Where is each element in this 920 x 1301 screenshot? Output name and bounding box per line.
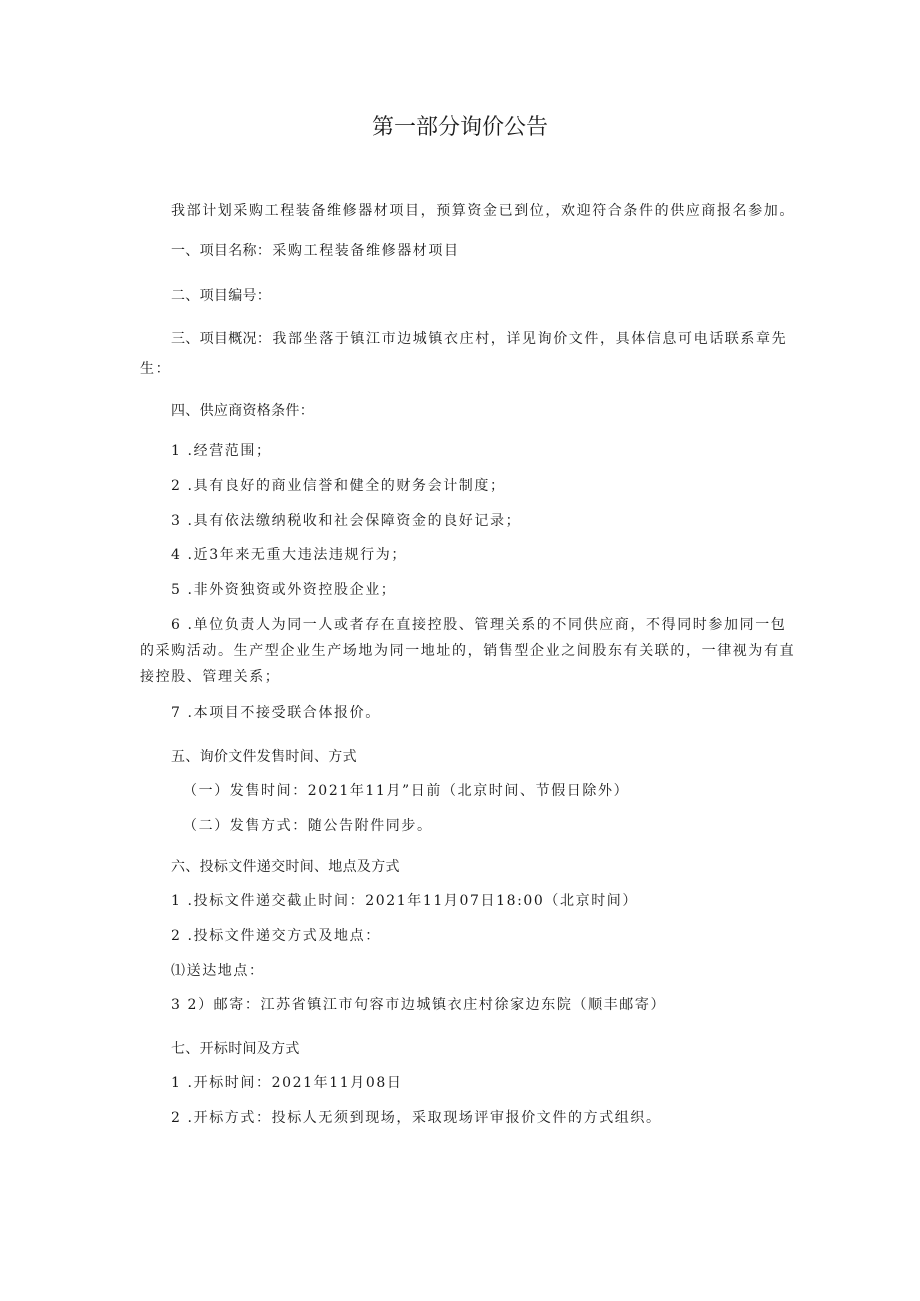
section-4-heading: 四、供应商资格条件： — [171, 403, 314, 419]
submission-deadline: 1 .投标文件递交截止时间：2021年11月07日18:00（北京时间） — [171, 893, 639, 909]
section-6-heading: 六、投标文件递交时间、地点及方式 — [171, 859, 400, 875]
section-7-heading: 七、开标时间及方式 — [171, 1041, 300, 1057]
sale-method: （二）发售方式：随公告附件同步。 — [183, 818, 433, 834]
qualification-item-6: 6 .单位负责人为同一人或者存在直接控股、管理关系的不同供应商，不得同时参加同一包 — [171, 617, 787, 633]
project-overview-continued: 生： — [140, 361, 172, 377]
qualification-item-5: 5 .非外资独资或外资控股企业； — [171, 582, 397, 598]
project-number-label: 二、项目编号： — [171, 288, 272, 304]
project-name-value: ：采购工程装备维修器材项目 — [256, 243, 460, 259]
project-overview-label: 三、项目概况 — [171, 331, 257, 347]
section-5-heading: 五、询价文件发售时间、方式 — [171, 749, 357, 765]
qualification-item-1: 1 .经营范围； — [171, 443, 272, 459]
delivery-location: ⑴送达地点： — [171, 963, 265, 979]
qualification-item-7: 7 .本项目不接受联合体报价。 — [171, 705, 381, 721]
opening-time: 1 .开标时间：2021年11月08日 — [171, 1075, 403, 1091]
submission-method: 2 .投标文件递交方式及地点： — [171, 928, 381, 944]
qualification-item-3: 3 .具有依法缴纳税收和社会保障资金的良好记录； — [171, 513, 522, 529]
opening-method: 2 .开标方式：投标人无须到现场，采取现场评审报价文件的方式组织。 — [171, 1110, 662, 1126]
intro-paragraph: 我部计划采购工程装备维修器材项目，预算资金已到位，欢迎符合条件的供应商报名参加。 — [171, 203, 795, 219]
qualification-item-4: 4 .近3年来无重大违法违规行为； — [171, 547, 407, 563]
project-name-label: 一、项目名称 — [171, 243, 257, 259]
qualification-item-2: 2 .具有良好的商业信誉和健全的财务会计制度； — [171, 478, 506, 494]
qualification-item-6-continued-2: 接控股、管理关系； — [140, 669, 281, 685]
project-name-row — [171, 240, 460, 260]
project-overview-row — [171, 328, 787, 348]
qualification-item-6-continued: 的采购活动。生产型企业生产场地为同一地址的，销售型企业之间股东有关联的，一律视为有直 — [140, 643, 796, 659]
mail-address: 3 2）邮寄：江苏省镇江市句容市边城镇衣庄村徐家边东院（顺丰邮寄） — [171, 997, 667, 1013]
sale-time: （一）发售时间：2021年11月”日前（北京时间、节假日除外） — [183, 783, 630, 799]
project-overview-value: ：我部坐落于镇江市边城镇衣庄村，详见询价文件，具体信息可电话联系章先 — [256, 331, 788, 347]
page-title: 第一部分询价公告 — [371, 115, 548, 140]
